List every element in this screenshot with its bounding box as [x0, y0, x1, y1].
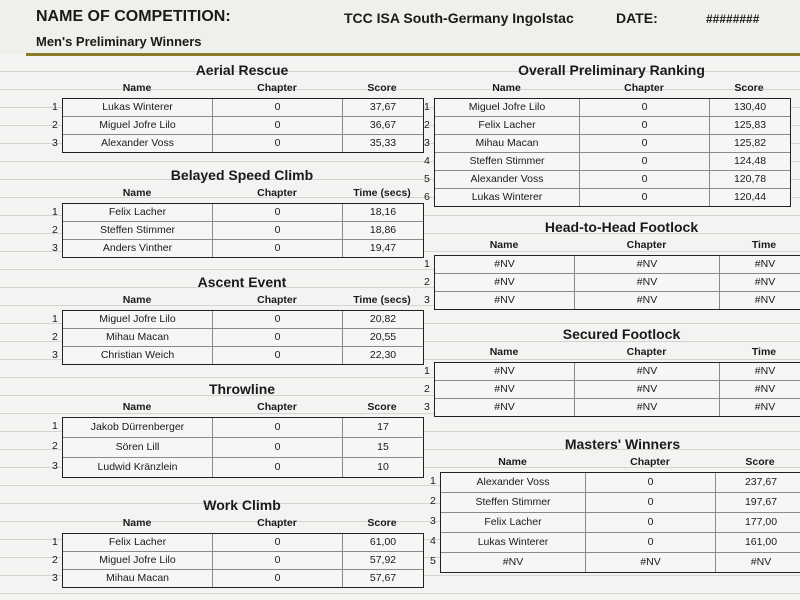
chapter-cell[interactable]: 0 [213, 552, 343, 569]
chapter-cell[interactable]: 0 [213, 418, 343, 437]
column-header: Name [122, 294, 152, 306]
name-cell[interactable]: Alexander Voss [435, 171, 580, 188]
name-cell[interactable]: Ludwid Kränzlein [63, 458, 213, 477]
table-row [435, 381, 800, 399]
rank-number: 3 [52, 137, 58, 149]
table-row [63, 222, 423, 240]
chapter-cell[interactable]: 0 [580, 189, 710, 206]
header-divider [26, 53, 800, 56]
rank-number: 2 [430, 495, 436, 507]
column-header: Score [367, 517, 397, 529]
table-row [441, 533, 800, 553]
name-cell[interactable]: Alexander Voss [441, 473, 586, 492]
column-header: Name [122, 517, 152, 529]
competition-name: TCC ISA South-Germany Ingolstac [344, 10, 574, 26]
table-row [441, 493, 800, 513]
rank-number: 3 [52, 349, 58, 361]
chapter-cell[interactable]: 0 [580, 171, 710, 188]
result-cell[interactable]: #NV [754, 294, 776, 306]
rank-number: 3 [52, 460, 58, 472]
rank-number: 2 [52, 224, 58, 236]
name-cell[interactable]: Miguel Jofre Lilo [63, 311, 213, 328]
table-row [435, 135, 790, 153]
rank-number: 1 [52, 313, 58, 325]
result-cell[interactable]: 17 [377, 421, 389, 433]
column-header: Name [122, 187, 152, 199]
overall-ranking-table [434, 98, 791, 207]
chapter-cell[interactable]: 0 [213, 99, 343, 116]
result-cell[interactable]: 20,55 [369, 331, 397, 343]
rank-number: 1 [52, 206, 58, 218]
name-cell[interactable]: Steffen Stimmer [435, 153, 580, 170]
rank-number: 3 [430, 515, 436, 527]
table-row [435, 189, 790, 206]
date-value: ######## [706, 12, 760, 26]
result-cell[interactable]: 22,30 [369, 349, 397, 361]
head-to-head-footlock-table [434, 255, 800, 310]
rank-number: 2 [52, 331, 58, 343]
chapter-cell[interactable]: 0 [586, 473, 716, 492]
column-header: Name [489, 346, 519, 358]
column-header: Time [751, 346, 777, 358]
work-climb-section [52, 497, 422, 589]
name-cell[interactable]: #NV [435, 292, 575, 309]
throwline-title: Throwline [208, 381, 276, 397]
column-header: Chapter [257, 401, 297, 413]
name-cell[interactable]: Lukas Winterer [63, 99, 213, 116]
table-row [441, 513, 800, 533]
name-cell[interactable]: Mihau Macan [63, 570, 213, 587]
name-cell[interactable]: Sören Lill [63, 438, 213, 457]
belayed-speed-climb-section [52, 167, 422, 259]
chapter-cell[interactable]: 0 [213, 534, 343, 551]
column-header: Chapter [626, 346, 667, 358]
rank-number: 1 [52, 101, 58, 113]
column-header: Score [745, 456, 775, 468]
chapter-cell[interactable]: 0 [213, 438, 343, 457]
column-headers [440, 456, 800, 470]
result-cell[interactable]: 15 [377, 441, 389, 453]
chapter-cell[interactable]: 0 [213, 570, 343, 587]
throwline-table [62, 417, 424, 478]
chapter-cell[interactable]: 0 [586, 493, 716, 512]
name-cell[interactable]: #NV [435, 256, 575, 273]
aerial-rescue-table [62, 98, 424, 153]
column-headers [434, 239, 800, 253]
result-cell[interactable]: 125,82 [733, 137, 767, 149]
result-cell[interactable]: 120,78 [733, 173, 767, 185]
result-cell[interactable]: 57,92 [369, 554, 397, 566]
column-header: Name [122, 82, 152, 94]
result-cell[interactable]: 18,86 [369, 224, 397, 236]
work-climb-table [62, 533, 424, 588]
table-row [435, 363, 800, 381]
rank-number: 2 [52, 554, 58, 566]
belayed-speed-climb-title: Belayed Speed Climb [170, 167, 314, 183]
masters-winners-section [430, 436, 800, 574]
table-row [63, 204, 423, 222]
column-header: Time [751, 239, 777, 251]
table-row [435, 153, 790, 171]
column-headers [434, 82, 789, 96]
belayed-speed-climb-table [62, 203, 424, 258]
column-header: Name [489, 239, 519, 251]
result-cell[interactable]: 20,82 [369, 313, 397, 325]
rank-number: 3 [424, 137, 430, 149]
column-header: Score [367, 82, 397, 94]
column-header: Chapter [624, 82, 664, 94]
rank-number: 1 [424, 258, 430, 270]
competition-label: NAME OF COMPETITION: [36, 8, 231, 25]
name-cell[interactable]: Christian Weich [63, 347, 213, 364]
result-cell[interactable]: 177,00 [744, 516, 778, 528]
name-cell[interactable]: Felix Lacher [441, 513, 586, 532]
result-cell[interactable]: 10 [377, 461, 389, 473]
name-cell[interactable]: Miguel Jofre Lilo [63, 117, 213, 134]
aerial-rescue-section [52, 62, 422, 154]
rank-number: 1 [424, 365, 430, 377]
chapter-cell[interactable]: 0 [580, 135, 710, 152]
secured-footlock-title: Secured Footlock [562, 326, 681, 342]
name-cell[interactable]: Lukas Winterer [435, 189, 580, 206]
rank-number: 5 [424, 173, 430, 185]
aerial-rescue-title: Aerial Rescue [195, 62, 289, 78]
column-header: Chapter [257, 82, 297, 94]
table-row [63, 438, 423, 458]
chapter-cell[interactable]: 0 [586, 533, 716, 552]
name-cell[interactable]: #NV [435, 381, 575, 398]
rank-number: 5 [430, 555, 436, 567]
column-headers [62, 82, 422, 96]
result-cell[interactable]: 19,47 [369, 242, 397, 254]
table-row [435, 117, 790, 135]
table-row [435, 292, 800, 309]
result-cell[interactable]: #NV [754, 365, 776, 377]
table-row [441, 553, 800, 572]
result-cell[interactable]: 37,67 [369, 101, 397, 113]
table-row [63, 458, 423, 477]
result-cell[interactable]: 125,83 [733, 119, 767, 131]
secured-footlock-table [434, 362, 800, 417]
chapter-cell[interactable]: 0 [580, 153, 710, 170]
chapter-cell[interactable]: #NV [586, 553, 716, 572]
table-row [441, 473, 800, 493]
name-cell[interactable]: Miguel Jofre Lilo [63, 552, 213, 569]
name-cell[interactable]: Felix Lacher [63, 204, 213, 221]
chapter-cell[interactable]: 0 [213, 311, 343, 328]
result-cell[interactable]: #NV [754, 258, 776, 270]
column-header: Time (secs) [353, 187, 411, 199]
rank-number: 1 [424, 101, 430, 113]
overall-ranking-section [424, 62, 789, 208]
throwline-section [52, 381, 422, 479]
column-header: Score [367, 401, 397, 413]
rank-number: 1 [430, 475, 436, 487]
name-cell[interactable]: Mihau Macan [435, 135, 580, 152]
table-row [435, 274, 800, 292]
result-cell[interactable]: #NV [750, 556, 772, 568]
column-header: Chapter [257, 187, 297, 199]
rank-number: 2 [52, 119, 58, 131]
name-cell[interactable]: #NV [441, 553, 586, 572]
name-cell[interactable]: Alexander Voss [63, 135, 213, 152]
table-row [63, 347, 423, 364]
rank-number: 1 [52, 536, 58, 548]
column-header: Score [734, 82, 764, 94]
result-cell[interactable]: 35,33 [369, 137, 397, 149]
chapter-cell[interactable]: 0 [213, 222, 343, 239]
rank-number: 2 [424, 119, 430, 131]
masters-winners-table [440, 472, 800, 573]
column-headers [434, 346, 800, 360]
rank-number: 2 [52, 440, 58, 452]
column-header: Chapter [257, 517, 297, 529]
name-cell[interactable]: #NV [435, 363, 575, 380]
table-row [63, 570, 423, 587]
table-row [63, 240, 423, 257]
ascent-event-section [52, 274, 422, 366]
column-headers [62, 294, 422, 308]
subtitle: Men's Preliminary Winners [36, 34, 202, 49]
name-cell[interactable]: Felix Lacher [63, 534, 213, 551]
table-row [63, 534, 423, 552]
result-cell[interactable]: #NV [754, 383, 776, 395]
name-cell[interactable]: Anders Vinther [63, 240, 213, 257]
name-cell[interactable]: Miguel Jofre Lilo [435, 99, 580, 116]
table-row [435, 256, 800, 274]
column-header: Chapter [257, 294, 297, 306]
result-cell[interactable]: 237,67 [744, 476, 778, 488]
chapter-cell[interactable]: #NV [575, 381, 720, 398]
rank-number: 3 [52, 242, 58, 254]
chapter-cell[interactable]: #NV [575, 399, 720, 416]
result-cell[interactable]: 120,44 [733, 191, 767, 203]
rank-number: 2 [424, 276, 430, 288]
table-row [435, 399, 800, 416]
chapter-cell[interactable]: 0 [213, 135, 343, 152]
result-cell[interactable]: 161,00 [744, 536, 778, 548]
rank-number: 4 [424, 155, 430, 167]
ascent-event-table [62, 310, 424, 365]
column-header: Chapter [626, 239, 667, 251]
masters-winners-title: Masters' Winners [564, 436, 681, 452]
head-to-head-footlock-section [424, 219, 800, 311]
ascent-event-title: Ascent Event [197, 274, 287, 290]
secured-footlock-section [424, 326, 800, 418]
result-cell[interactable]: #NV [754, 401, 776, 413]
column-header: Name [122, 401, 152, 413]
column-header: Name [492, 82, 521, 94]
result-cell[interactable]: 36,67 [369, 119, 397, 131]
name-cell[interactable]: Mihau Macan [63, 329, 213, 346]
rank-number: 6 [424, 191, 430, 203]
chapter-cell[interactable]: 0 [213, 458, 343, 477]
name-cell[interactable]: #NV [435, 274, 575, 291]
chapter-cell[interactable]: 0 [213, 117, 343, 134]
result-cell[interactable]: 130,40 [733, 101, 767, 113]
chapter-cell[interactable]: #NV [575, 363, 720, 380]
rank-number: 3 [52, 572, 58, 584]
result-cell[interactable]: 57,67 [369, 572, 397, 584]
column-header: Name [498, 456, 527, 468]
name-cell[interactable]: Felix Lacher [435, 117, 580, 134]
rank-number: 1 [52, 420, 58, 432]
chapter-cell[interactable]: 0 [580, 117, 710, 134]
table-row [63, 418, 423, 438]
chapter-cell[interactable]: 0 [213, 347, 343, 364]
result-cell[interactable]: 61,00 [369, 536, 397, 548]
table-row [63, 117, 423, 135]
chapter-cell[interactable]: 0 [213, 204, 343, 221]
chapter-cell[interactable]: 0 [580, 99, 710, 116]
column-headers [62, 187, 422, 201]
name-cell[interactable]: #NV [435, 399, 575, 416]
name-cell[interactable]: Steffen Stimmer [441, 493, 586, 512]
chapter-cell[interactable]: 0 [213, 329, 343, 346]
table-row [435, 99, 790, 117]
result-cell[interactable]: #NV [754, 276, 776, 288]
column-header: Time (secs) [353, 294, 411, 306]
head-to-head-footlock-title: Head-to-Head Footlock [544, 219, 699, 235]
result-cell[interactable]: 18,16 [369, 206, 397, 218]
column-headers [62, 401, 422, 415]
name-cell[interactable]: Steffen Stimmer [63, 222, 213, 239]
result-cell[interactable]: 124,48 [733, 155, 767, 167]
column-header: Chapter [630, 456, 670, 468]
rank-number: 4 [430, 535, 436, 547]
table-row [63, 311, 423, 329]
name-cell[interactable]: Lukas Winterer [441, 533, 586, 552]
chapter-cell[interactable]: 0 [213, 240, 343, 257]
table-row [435, 171, 790, 189]
table-row [63, 135, 423, 152]
chapter-cell[interactable]: 0 [586, 513, 716, 532]
column-headers [62, 517, 422, 531]
rank-number: 3 [424, 401, 430, 413]
chapter-cell[interactable]: #NV [575, 274, 720, 291]
result-cell[interactable]: 197,67 [744, 496, 778, 508]
rank-number: 3 [424, 294, 430, 306]
rank-number: 2 [424, 383, 430, 395]
table-row [63, 552, 423, 570]
chapter-cell[interactable]: #NV [575, 256, 720, 273]
chapter-cell[interactable]: #NV [575, 292, 720, 309]
table-row [63, 329, 423, 347]
table-row [63, 99, 423, 117]
work-climb-title: Work Climb [203, 497, 281, 513]
overall-ranking-title: Overall Preliminary Ranking [518, 62, 705, 78]
date-label: DATE: [616, 10, 658, 26]
name-cell[interactable]: Jakob Dürrenberger [63, 418, 213, 437]
